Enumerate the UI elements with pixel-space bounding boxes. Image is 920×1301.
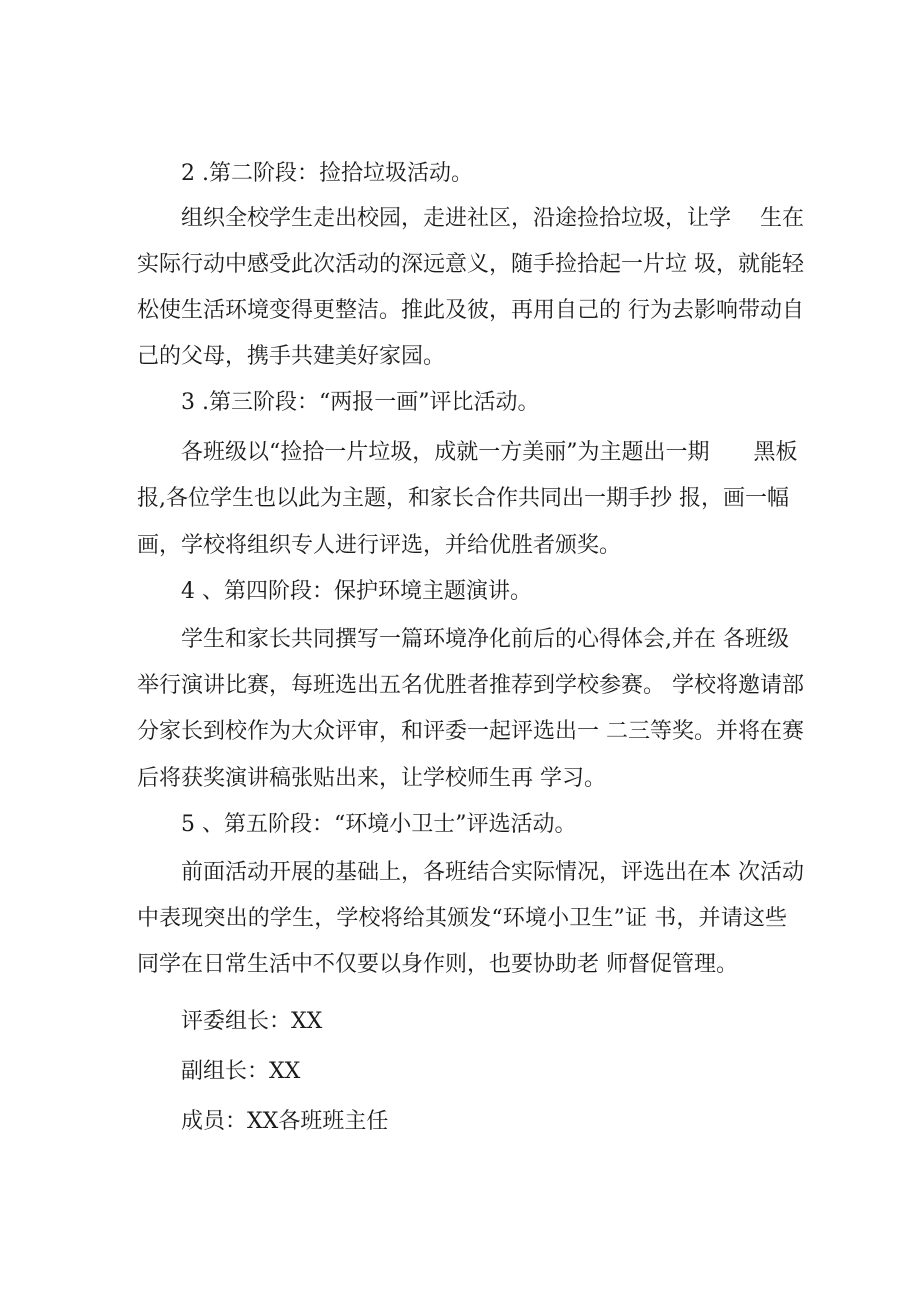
section-4-line-2: 举行演讲比赛，每班选出五名优胜者推荐到学校参赛。 学校将邀请部 xyxy=(137,673,804,698)
committee-vice-chair: 副组长：XX xyxy=(181,1059,301,1084)
committee-members: 成员：XX各班班主任 xyxy=(181,1109,389,1134)
section-4-heading: 4 、第四阶段：保护环境主题演讲。 xyxy=(181,579,532,604)
section-3-line-1: 各班级以“捡拾一片垃圾，成就一方美丽”为主题出一期 黑板 xyxy=(181,440,798,465)
section-3-line-3: 画，学校将组织专人进行评选，并给优胜者颁奖。 xyxy=(137,533,622,558)
section-5-line-1: 前面活动开展的基础上，各班结合实际情况，评选出在本 次活动 xyxy=(181,860,804,885)
section-2-heading: 2 .第二阶段：捡拾垃圾活动。 xyxy=(181,161,473,186)
section-3-line-2: 报,各位学生也以此为主题，和家长合作共同出一期手抄 报，画一幅 xyxy=(137,486,789,511)
committee-chair: 评委组长：XX xyxy=(181,1009,323,1034)
section-5-line-2: 中表现突出的学生，学校将给其颁发“环境小卫生”证 书，并请这些 xyxy=(137,906,787,931)
section-4-line-3: 分家长到校作为大众评审，和评委一起评选出一 二三等奖。并将在赛 xyxy=(137,719,804,744)
section-3-heading: 3 .第三阶段：“两报一画”评比活动。 xyxy=(181,390,540,415)
section-5-heading: 5 、第五阶段：“环境小卫士”评选活动。 xyxy=(181,812,577,837)
section-4-line-4: 后将获奖演讲稿张贴出来，让学校师生再 学习。 xyxy=(137,766,606,791)
section-2-line-4: 己的父母，携手共建美好家园。 xyxy=(137,344,446,369)
section-4-line-1: 学生和家长共同撰写一篇环境净化前后的心得体会,并在 各班级 xyxy=(181,627,789,652)
section-5-line-3: 同学在日常生活中不仅要以身作则，也要协助老 师督促管理。 xyxy=(137,952,738,977)
section-2-line-3: 松使生活环境变得更整洁。推此及彼，再用自己的 行为去影响带动自 xyxy=(137,298,804,323)
section-2-line-2: 实际行动中感受此次活动的深远意义，随手捡拾起一片垃 圾，就能轻 xyxy=(137,252,804,277)
section-2-line-1: 组织全校学生走出校园，走进社区，沿途捡拾垃圾，让学 生在 xyxy=(181,206,804,231)
